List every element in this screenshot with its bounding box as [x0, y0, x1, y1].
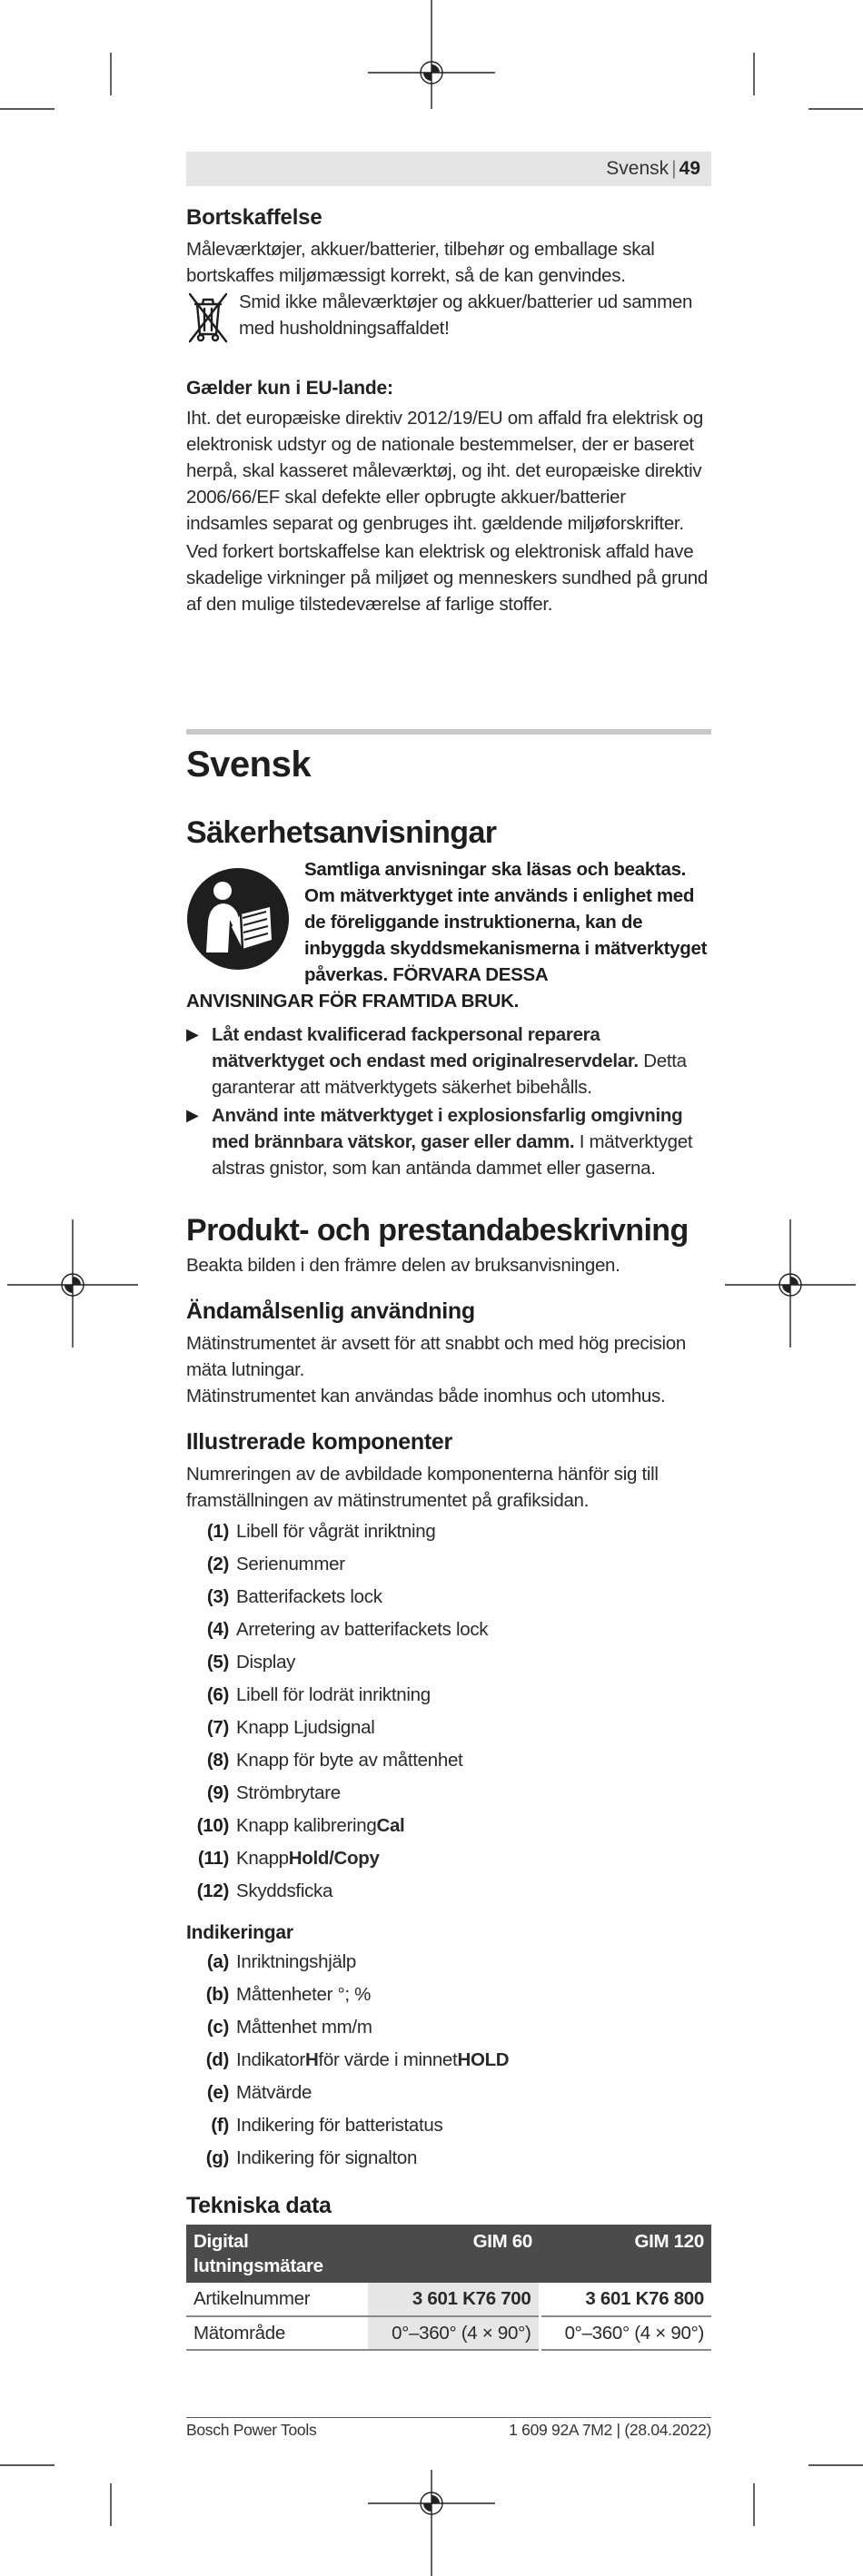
- components-title: Illustrerade komponenter: [186, 1429, 452, 1455]
- tech-cell: 3 601 K76 800: [540, 2283, 711, 2316]
- indicators-title: Indikeringar: [186, 1922, 293, 1943]
- indicator-label: Indikering för signalton: [236, 2147, 418, 2168]
- tech-data-table: [186, 2225, 711, 2351]
- language-section-title: [186, 745, 711, 785]
- disposal-intro: Måleværktøjer, akkuer/batterier, tilbehør og emballage skal bortskaffes miljømæssigt korrekt, så de kan genvindes.: [186, 239, 655, 286]
- indicator-label: för värde i minnet: [318, 2049, 458, 2070]
- intended-use-text-2: Mätinstrumentet kan användas både inomhus och utomhus.: [186, 1386, 666, 1406]
- tech-header-cell: Digital lutningsmätare: [186, 2225, 368, 2283]
- eu-text: Iht. det europæiske direktiv 2012/19/EU om affald fra elektrisk og elektronisk udstyr og de nationale bestemmelser, der er baseret herpå, skal kasseret måleværktøj, og iht. det europæiske direktiv 2006/66/EF skal defekte eller opbrugte akkuer/batterier indsamles separat og genbruges iht. gældende miljøforskrifter.: [186, 408, 703, 534]
- tech-header-cell: GIM 120: [540, 2225, 711, 2283]
- tech-header-cell: GIM 60: [368, 2225, 540, 2283]
- tech-cell: Mätområde: [186, 2316, 368, 2350]
- safety-bullet-bold: Använd inte mätverktyget i explosionsfarlig omgivning med brännbara vätskor, gaser eller damm.: [212, 1105, 683, 1152]
- component-label: Display: [236, 1652, 296, 1673]
- language-title: Svensk: [186, 745, 312, 785]
- components-intro: Numreringen av de avbildade komponenterna hänför sig till framställningen av mätinstrumentet på grafiksidan.: [186, 1464, 659, 1511]
- indicator-letter: (f): [211, 2115, 229, 2136]
- component-number: (4): [206, 1619, 229, 1640]
- component-label: Skyddsficka: [236, 1880, 333, 1901]
- bullet-arrow-icon: ▶: [186, 1025, 199, 1043]
- component-number: (10): [196, 1815, 229, 1836]
- safety-intro-tail: ANVISNINGAR FÖR FRAMTIDA BRUK.: [186, 991, 520, 1012]
- component-item: [186, 1842, 711, 1875]
- safety-title: Säkerhetsanvisningar: [186, 815, 497, 850]
- component-item: [186, 1548, 711, 1581]
- components-list: [186, 1515, 711, 1908]
- component-label: Serienummer: [236, 1554, 345, 1574]
- component-label: Knapp för byte av måttenhet: [236, 1750, 463, 1771]
- disposal-title: Bortskaffelse: [186, 205, 322, 230]
- intended-use-title: Ändamålsenlig användning: [186, 1298, 475, 1324]
- header-separator: |: [671, 158, 677, 179]
- component-item: [186, 1614, 711, 1646]
- safety-bullet: [186, 1102, 711, 1181]
- tech-cell: Artikelnummer: [186, 2283, 368, 2316]
- product-intro: Beakta bilden i den främre delen av bruksanvisningen.: [186, 1255, 620, 1276]
- component-item: [186, 1679, 711, 1712]
- registration-mark-left: [62, 1274, 84, 1296]
- tech-cell: 3 601 K76 700: [368, 2283, 540, 2316]
- component-label: Arretering av batterifackets lock: [236, 1619, 489, 1640]
- component-number: (11): [197, 1848, 229, 1869]
- component-label: Knapp Ljudsignal: [236, 1717, 375, 1738]
- indicator-item: [186, 2109, 711, 2142]
- component-number: (3): [206, 1586, 229, 1607]
- header-text: [606, 158, 700, 180]
- component-number: (9): [206, 1782, 229, 1803]
- tech-table-row: [186, 2316, 711, 2350]
- indicator-item: [186, 1946, 711, 1979]
- safety-bullet: [186, 1022, 711, 1100]
- component-label: Knapp kalibrering: [236, 1815, 377, 1836]
- component-label: Libell för lodrät inriktning: [236, 1684, 431, 1705]
- component-item: [186, 1810, 711, 1842]
- indicator-item: [186, 2142, 711, 2175]
- component-label-bold: Hold/Copy: [288, 1848, 380, 1869]
- footer-rule: [186, 2417, 711, 2418]
- product-title: Produkt- och prestandabeskrivning: [186, 1213, 689, 1248]
- indicator-item: [186, 2077, 711, 2109]
- component-label-bold: Cal: [376, 1815, 405, 1836]
- improper-disposal-text: Ved forkert bortskaffelse kan elektrisk og elektronisk affald have skadelige virkninger på miljøet og menneskers sundhed på grund af den mulige tilstedeværelse af farlige stoffer.: [186, 541, 708, 615]
- component-item: [186, 1777, 711, 1810]
- disposal-warning-row: [186, 289, 711, 345]
- read-manual-icon: [186, 867, 290, 971]
- component-number: (7): [206, 1717, 229, 1738]
- running-header: [186, 152, 711, 186]
- crossed-bin-icon: [186, 291, 230, 345]
- indicator-label-bold: H: [304, 2049, 319, 2070]
- component-label: Libell för vågrät inriktning: [236, 1521, 436, 1542]
- component-item: [186, 1712, 711, 1744]
- disposal-warning: Smid ikke måleværktøjer og akkuer/batterier ud sammen med husholdningsaffaldet!: [239, 291, 693, 339]
- component-label: Batterifackets lock: [236, 1586, 382, 1607]
- footer-brand: Bosch Power Tools: [186, 2421, 317, 2439]
- page-footer: [186, 2421, 711, 2440]
- safety-bullet-text: Detta garanterar att mätverktygets säkerhet bibehålls.: [212, 1051, 687, 1098]
- indicator-label: Indikering för batteristatus: [236, 2115, 443, 2136]
- safety-section: [186, 815, 711, 1183]
- component-item: [186, 1744, 711, 1777]
- safety-bullet-bold: Låt endast kvalificerad fackpersonal reparera mätverktyget och endast med originalreservdelar.: [212, 1024, 639, 1071]
- page-number: 49: [679, 158, 700, 179]
- disposal-section: [186, 205, 711, 617]
- indicator-letter: (g): [205, 2147, 229, 2168]
- safety-bullet-text: I mätverktyget alstras gnistor, som kan antända dammet eller gaserna.: [212, 1131, 693, 1179]
- indicator-item: [186, 2044, 711, 2077]
- component-label: Strömbrytare: [236, 1782, 341, 1803]
- registration-mark-top: [421, 62, 442, 84]
- indicator-letter: (e): [206, 2082, 229, 2103]
- tech-data-title: Tekniska data: [186, 2193, 332, 2218]
- indicator-label: Mätvärde: [236, 2082, 312, 2103]
- header-language: Svensk: [606, 158, 670, 179]
- indicator-label: Måttenhet mm/m: [236, 2017, 372, 2038]
- indicator-letter: (b): [205, 1984, 229, 2005]
- tech-table-row: [186, 2283, 711, 2316]
- indicator-letter: (d): [205, 2049, 229, 2070]
- safety-bullets: [186, 1022, 711, 1181]
- component-number: (1): [206, 1521, 229, 1542]
- component-item: [186, 1581, 711, 1614]
- indicator-letter: (a): [206, 1951, 229, 1972]
- tech-table-header: [186, 2225, 711, 2283]
- indicator-label: Måttenheter °; %: [236, 1984, 372, 2005]
- indicator-item: [186, 2011, 711, 2044]
- safety-intro: Samtliga anvisningar ska läsas och beaktas. Om mätverktyget inte används i enlighet med de föreliggande instruktionerna, kan de inbyggda skyddsmekanismerna i mätverktyget påverkas. FÖRVARA DESSA: [304, 859, 708, 985]
- component-item: [186, 1646, 711, 1679]
- component-item: [186, 1515, 711, 1548]
- registration-mark-right: [779, 1274, 801, 1296]
- product-section: [186, 1213, 711, 2351]
- component-label: Knapp: [236, 1848, 289, 1869]
- indicator-item: [186, 1979, 711, 2011]
- registration-mark-bottom: [421, 2492, 442, 2514]
- tech-cell: 0°–360° (4 × 90°): [540, 2316, 711, 2350]
- component-number: (6): [206, 1684, 229, 1705]
- component-number: (12): [196, 1880, 229, 1901]
- component-number: (5): [206, 1652, 229, 1673]
- component-number: (2): [206, 1554, 229, 1574]
- safety-intro-block: [186, 856, 711, 1014]
- intended-use-text-1: Mätinstrumentet är avsett för att snabbt och med hög precision mäta lutningar.: [186, 1333, 686, 1380]
- indicator-label: Inriktningshjälp: [236, 1951, 356, 1972]
- indicators-list: [186, 1946, 711, 2175]
- indicator-label: Indikator: [236, 2049, 305, 2070]
- indicator-letter: (c): [206, 2017, 229, 2038]
- component-item: [186, 1875, 711, 1908]
- bullet-arrow-icon: ▶: [186, 1106, 199, 1124]
- section-divider: [186, 729, 711, 735]
- indicator-label-bold: HOLD: [457, 2049, 510, 2070]
- tech-cell: 0°–360° (4 × 90°): [368, 2316, 540, 2350]
- eu-title: Gælder kun i EU-lande:: [186, 378, 393, 399]
- component-number: (8): [206, 1750, 229, 1771]
- footer-doc-number: 1 609 92A 7M2 | (28.04.2022): [509, 2421, 711, 2439]
